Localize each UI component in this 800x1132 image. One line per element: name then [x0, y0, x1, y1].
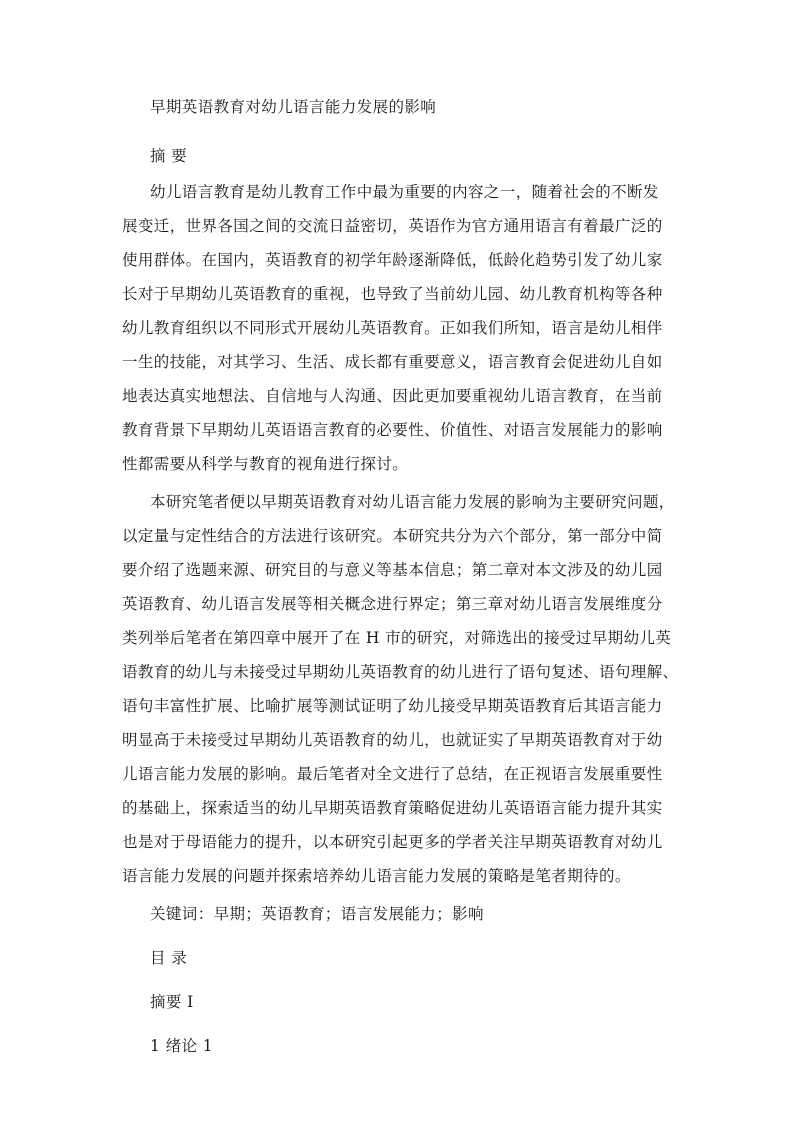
toc-heading: 目 录	[150, 949, 188, 967]
paragraph-line: 要介绍了选题来源、研究目的与意义等基本信息；第二章对本文涉及的幼儿园	[122, 561, 663, 579]
paragraph-line: 语教育的幼儿与未接受过早期幼儿英语教育的幼儿进行了语句复述、语句理解、	[122, 663, 679, 681]
paragraph-line: 英语教育、幼儿语言发展等相关概念进行界定；第三章对幼儿语言发展维度分	[122, 595, 663, 613]
paragraph-line: 长对于早期幼儿英语教育的重视，也导致了当前幼儿园、幼儿教育机构等各种	[122, 285, 663, 303]
paragraph-line: 的基础上，探索适当的幼儿早期英语教育策略促进幼儿英语语言能力提升其实	[122, 799, 663, 817]
paragraph-line: 儿语言能力发展的影响。最后笔者对全文进行了总结，在正视语言发展重要性	[122, 765, 663, 783]
paragraph-line: 本研究笔者便以早期英语教育对幼儿语言能力发展的影响为主要研究问题，	[150, 493, 675, 511]
paragraph-line: 教育背景下早期幼儿英语语言教育的必要性、价值性、对语言发展能力的影响	[122, 421, 663, 439]
document-title: 早期英语教育对幼儿语言能力发展的影响	[150, 98, 437, 116]
paragraph-line: 幼儿语言教育是幼儿教育工作中最为重要的内容之一，随着社会的不断发	[150, 183, 659, 201]
abstract-heading: 摘 要	[150, 147, 188, 165]
toc-item: 1 绪论 1	[150, 1037, 213, 1055]
paragraph-line: 展变迁，世界各国之间的交流日益密切，英语作为官方通用语言有着最广泛的	[122, 217, 663, 235]
paragraph-line: 以定量与定性结合的方法进行该研究。本研究共分为六个部分，第一部分中简	[122, 527, 663, 545]
keywords: 关键词：早期；英语教育；语言发展能力；影响	[150, 905, 484, 923]
paragraph-line: 一生的技能，对其学习、生活、成长都有重要意义，语言教育会促进幼儿自如	[122, 353, 663, 371]
paragraph-line: 语句丰富性扩展、比喻扩展等测试证明了幼儿接受早期英语教育后其语言能力	[122, 697, 663, 715]
paragraph-line: 地表达真实地想法、自信地与人沟通、因此更加要重视幼儿语言教育，在当前	[122, 387, 663, 405]
paragraph-line: 性都需要从科学与教育的视角进行探讨。	[122, 455, 409, 473]
paragraph-line: 也是对于母语能力的提升，以本研究引起更多的学者关注早期英语教育对幼儿	[122, 833, 663, 851]
paragraph-line: 类列举后笔者在第四章中展开了在 H 市的研究，对筛选出的接受过早期幼儿英	[122, 629, 672, 647]
paragraph-line: 幼儿教育组织以不同形式开展幼儿英语教育。正如我们所知，语言是幼儿相伴	[122, 319, 663, 337]
toc-item: 摘要 I	[150, 993, 194, 1011]
paragraph-line: 使用群体。在国内，英语教育的初学年龄逐渐降低，低龄化趋势引发了幼儿家	[122, 251, 663, 269]
paragraph-line: 明显高于未接受过早期幼儿英语教育的幼儿，也就证实了早期英语教育对于幼	[122, 731, 663, 749]
paragraph-line: 语言能力发展的问题并探索培养幼儿语言能力发展的策略是笔者期待的。	[122, 867, 631, 885]
